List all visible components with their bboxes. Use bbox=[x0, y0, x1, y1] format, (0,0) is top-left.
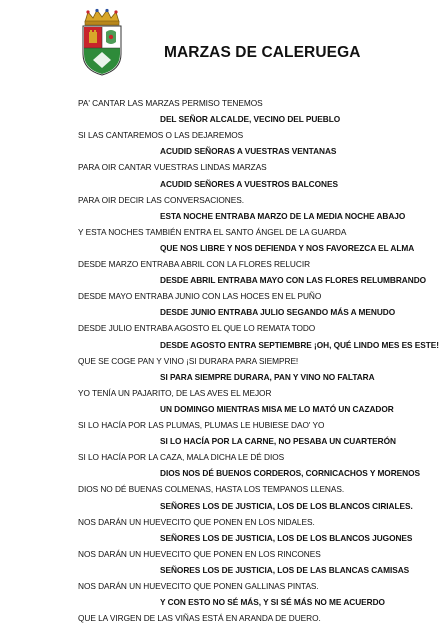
poem-line: ESTA NOCHE ENTRABA MARZO DE LA MEDIA NOCHE ABAJO bbox=[160, 210, 406, 221]
poem-line: ACUDID SEÑORES A VUESTROS BALCONES bbox=[160, 178, 338, 189]
poem-line: SEÑORES LOS DE JUSTICIA, LOS DE LOS BLANCOS CIRIALES. bbox=[160, 500, 413, 511]
poem-line: NOS DARÁN UN HUEVECITO QUE PONEN EN LOS NIDALES. bbox=[78, 516, 315, 527]
poem-line: DESDE JUNIO ENTRABA JULIO SEGANDO MÁS A MENUDO bbox=[160, 307, 396, 318]
poem-line: SI LO HACÍA POR LAS PLUMAS, PLUMAS LE HUBIESE DAO' YO bbox=[78, 420, 325, 430]
poem-line: ACUDID SEÑORAS A VUESTRAS VENTANAS bbox=[160, 146, 337, 157]
poem-line: QUE LA VIRGEN DE LAS VIÑAS ESTÁ EN ARANDA DE DUERO. bbox=[78, 613, 321, 624]
poem-line: PARA OIR CANTAR VUESTRAS LINDAS MARZAS bbox=[78, 162, 267, 173]
poem-line: PA' CANTAR LAS MARZAS PERMISO TENEMOS bbox=[78, 98, 263, 108]
poem-line: DESDE MAYO ENTRABA JUNIO CON LAS HOCES EN EL PUÑO bbox=[78, 291, 322, 302]
poem-line: SI PARA SIEMPRE DURARA, PAN Y VINO NO FALTARA bbox=[160, 371, 375, 382]
poem-line: DESDE ABRIL ENTRABA MAYO CON LAS FLORES RELUMBRANDO bbox=[160, 275, 427, 286]
poem-line: QUE SE COGE PAN Y VINO ¡SI DURARA PARA SIEMPRE! bbox=[78, 355, 299, 366]
poem-line: Y CON ESTO NO SÉ MÁS, Y SI SÉ MÁS NO ME ACUERDO bbox=[160, 597, 385, 608]
page-title: MARZAS DE CALERUEGA bbox=[164, 44, 361, 61]
poem-line: NOS DARÁN UN HUEVECITO QUE PONEN EN LOS RINCONES bbox=[78, 548, 321, 559]
poem-line: PARA OIR DECIR LAS CONVERSACIONES. bbox=[78, 194, 244, 205]
poem-line: SEÑORES LOS DE JUSTICIA, LOS DE LOS BLANCOS JUGONES bbox=[160, 532, 413, 543]
poem-line: DEL SEÑOR ALCALDE, VECINO DEL PUEBLO bbox=[160, 114, 341, 125]
poem-line: UN DOMINGO MIENTRAS MISA ME LO MATÓ UN CAZADOR bbox=[160, 403, 394, 414]
poem-line: SI LO HACÍA POR LA CAZA, MALA DICHA LE DÉ DIOS bbox=[78, 452, 285, 463]
poem-line: DIOS NOS DÉ BUENOS CORDEROS, CORNICACHOS Y MORENOS bbox=[160, 468, 420, 479]
poem-line: NOS DARÁN UN HUEVECITO QUE PONEN GALLINAS PINTAS. bbox=[78, 581, 319, 591]
poem-line: SI LO HACÍA POR LA CARNE, NO PESABA UN CUARTERÓN bbox=[160, 436, 396, 447]
poem-line: DIOS NO DÉ BUENAS COLMENAS, HASTA LOS TEMPANOS LLENAS. bbox=[78, 484, 345, 495]
poem-line: YO TENÍA UN PAJARITO, DE LAS AVES EL MEJOR bbox=[78, 387, 272, 398]
poem-line: DESDE JULIO ENTRABA AGOSTO EL QUE LO REMATA TODO bbox=[78, 323, 316, 334]
poem-line: DESDE AGOSTO ENTRA SEPTIEMBRE ¡OH, QUÉ LINDO MES ES ESTE! bbox=[160, 339, 439, 350]
poem-line: SI LAS CANTAREMOS O LAS DEJAREMOS bbox=[78, 130, 244, 141]
poem-line: DESDE MARZO ENTRABA ABRIL CON LA FLORES RELUCIR bbox=[78, 259, 311, 269]
poem-line: Y ESTA NOCHES TAMBIÉN ENTRA EL SANTO ÁNGEL DE LA GUARDA bbox=[78, 226, 347, 237]
poem-line: SEÑORES LOS DE JUSTICIA, LOS DE LAS BLANCAS CAMISAS bbox=[160, 564, 410, 575]
poem-line: QUE NOS LIBRE Y NOS DEFIENDA Y NOS FAVOREZCA EL ALMA bbox=[160, 242, 415, 253]
